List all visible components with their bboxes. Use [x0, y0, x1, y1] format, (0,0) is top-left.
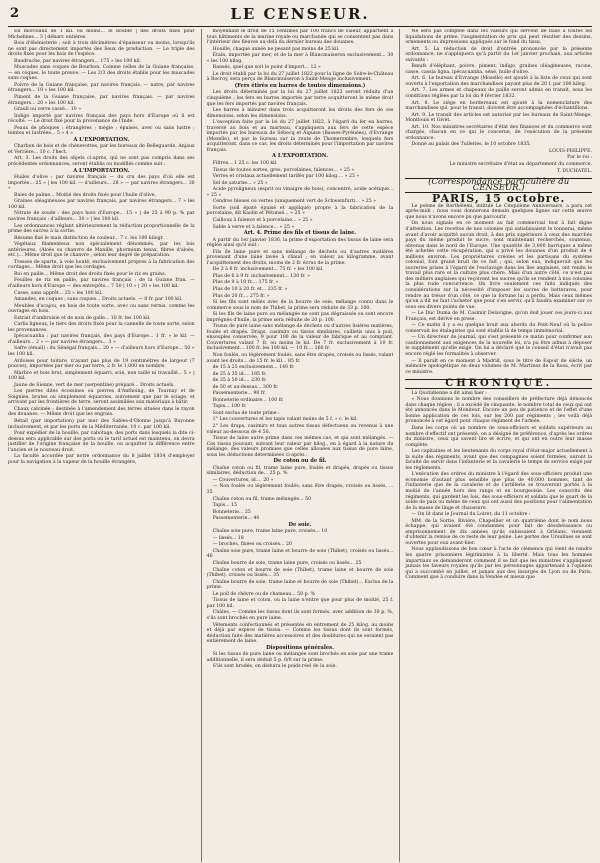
paragraph: Graull ou verre cassé... 10 »	[14, 107, 82, 113]
paragraph: Roi en paille... Même droit des droits fixés pour le riz en grains.	[14, 271, 167, 277]
paragraph: Sable à verre et à faïence... » 25 »	[212, 224, 295, 230]
paragraph: Plus de 9 à 10 fr.... 175 fr. »	[212, 280, 279, 286]
paragraph: Sel de saturne... » 25 »	[212, 180, 268, 186]
paragraph: Graines oléagineuses par navires français, par navires étrangers... 7 » les 100 kil.	[8, 199, 195, 210]
paragraph: Acide pyroligneux (esprit ou vinaigre de bois), concentré, acide acétique... » 25 »	[206, 187, 394, 198]
paragraph: Les ordonnances réglant ultérieurement la réduction proportionnelle de la prime des sucres à la sortie.	[8, 223, 195, 235]
paragraph: Safre (émail) : du Sénégal français... 20 » — d'ailleurs hors d'Europe... 50 » les 100 kil.	[8, 346, 195, 357]
paragraph: Sorte (soil épaté épuisé et appliqué) propre à la fabrication de la porcelaine, dit Kaolin et Pétunsé... » 25 »	[206, 205, 394, 217]
paragraph: Si les tissus de pure laine ou mélangée sont brochés en soie par une trame additionnelle, il sera déduit 5 p. 0/0 sur la prime.	[206, 652, 394, 663]
paragraph: Chaîne soie pure, trame laine pure, croisés... 10	[212, 529, 328, 535]
paragraph: Végétaux filamenteux non spécialement dénommés, par les lois antérieures. (Aloès ou chanvre de Manille, phormium tenax, fibres d'aloès, etc.)... Même droit que le chanvre ; selon leur degré de préparation.	[8, 242, 195, 259]
paragraph: — Couvertures, id.... 20 »	[212, 477, 274, 483]
paragraph: Art. 4. Prime des fils et tissus de laine.	[243, 230, 357, 237]
paragraph: Ransés, quel que soit le point d'import... 12 »	[212, 65, 321, 71]
paragraph: Tapis... 100 fr.	[212, 404, 247, 410]
paragraph: Plus de 10 à 20 fr. et... 235 fr. »	[212, 286, 288, 292]
paragraph: Tissus de toutes sortes, gros, porcelaines, faïences... » 25 »	[212, 167, 355, 173]
paragraph: Piment de la Guiane française, par navires français. — par navires étrangers... 20 » les 100 kil.	[8, 95, 195, 106]
paris-dateline: PARIS, 15 octobre.	[431, 192, 566, 206]
paragraph: — Un directeur de journal, qui s'est présenté ce matin pour confirmer son cautionnement aux exigences de la nouvelle loi, n'a pu être admis à déposer le supplément qu'elle exige. On lui a déclaré que le conseil d'état n'avait pas encore réglé les formalités à observer.	[405, 335, 592, 357]
paragraph: Ardoises pour toiture, n'ayant pas plus de 19 centimètres de largeur (7 pouces), importées par mer ou par terre, 2 fr. le 1,000 en nombre.	[8, 358, 195, 370]
signature-line: LOUIS-PHILIPPE.	[549, 148, 592, 154]
paragraph: « Nous donnions le nombre des conseillers de préfecture déjà dénoncés dans chaque région ; il a excédé de cinquante, le nombre total de ceux qui ont été annoncés dans le Moniteur. Encore un peu de patience et de l'effet d'une bonne application de ces lois, sur les 200 par régiments ; les voilà déjà prononcés à cet égard pour chaque régiment de l'armée.	[405, 397, 592, 425]
paragraph: de 50 et au-dessus... 300 fr.	[212, 384, 279, 390]
paragraph: Les droits déterminés par la loi du 27 juillet 1822 seront réduits d'un cinquième ; les fers en barres importés par terre acquitteront le même droit que les fers importés par navires français.	[206, 90, 394, 107]
paragraph: Carlis ligneux, le tiers des droits fixés pour la cannelle de toute sorte, selon les provenances.	[8, 322, 195, 333]
paragraph: Ne sera pas comptée dans les valeurs qui servent de base à toutes les liquidations de prime, l'augmentation de prix qui peut résulter des dessins, ornements ou impressions appliqués sur le fond du tissu.	[405, 29, 592, 46]
paragraph: De 2 à 6 fr. inclusivement... 75 fr. » les 100 kil.	[212, 267, 324, 273]
paragraph: Les barres à minurer dans trois acquitteront les droits des fers de ces dimensions, selon les dimensions.	[206, 108, 394, 119]
paragraph: 1° Les couvertures et les tapis valant moins de 5 f. » c. le kil.	[212, 417, 358, 423]
paragraph: Le poil de chèvre ou de chameau... 50 p. %	[212, 591, 316, 597]
paragraph: Non foulés, ou légèrement foulés, sans être drapés, croisés ou lissés, valant avant les droits... de 15 fr. le kil... 85 fr.	[206, 352, 394, 364]
paragraph: Tissus de pure laine sans mélange de déchets ou d'autres lisières matières, foulés et drapés. Draps, casimirs ou tissus similaires, cailletis unis à poil, ensouples conservée, 9 pour 100 de la valeur de fabrique et au comptant. Couvertures valant 7 fr. ou moins le kil. De 7 fr. exclusivement à 10 fr. inclusivement... 100 fr. les 100 kil. — 10 fr.... 160 fr.	[206, 324, 394, 352]
paragraph: Dispositions générales.	[266, 644, 334, 651]
paragraph: Résume fixé le mais distinction de couleur... 7 c. les 100 kilogr.	[14, 235, 164, 241]
paragraph: Feuilles de riz en paille, par navires français : de la Guiane fran. — d'ailleurs hors d'Europe — des entrepôts... 7 50 | 10 » | 20 » les 100 kil.	[8, 278, 195, 289]
paragraph: L'exception faite par la loi du 27 juillet 1822, à l'égard du fer en barres, traversé au bois et au marteau, s'appliquera aux fers de cette espèce importés par les bureaux de Sébecq et Aiguise (Basses-Pyrénées), d'Evrange (Moselle), et par le bureau sur la route de Thomerombre, lesquels fers acquitteront, dans ce cas, les droits déterminés pour l'importation par navires français.	[206, 120, 394, 153]
paragraph: Si les fils sont mêlés avec de la bourre de soie, mélange connu dans le commerce sous le nom de Thibet, la prime sera réduite de 33 p. 100.	[206, 300, 394, 311]
paragraph: Si les fils de laine pure ou mélangée ne sont pas dégraissés ou sont encore imprégnés d'huile, la prime sera réduite de 20 p. 100.	[206, 312, 394, 323]
column-3	[399, 29, 592, 862]
paragraph: La Quotidienne a dit ainsi hier :	[411, 390, 487, 396]
paragraph: Chaîne bourre de soie, trame laine pure, croisés ou lissés... 25	[212, 561, 362, 567]
paragraph: Art. 6. Le bureau d'Evrange (Moselle) est ajouté à la liste de ceux qui sont ouverts à l'exportation des marchandises payant plus de 20 f. par 100 kilog.	[405, 76, 592, 87]
paragraph: Tresses de sparte, à voie bouté, exclusivement propres à la fabrication des cordages... Même droit que les cordages.	[8, 259, 195, 271]
signature-block	[405, 149, 592, 174]
paragraph: Bœufs d'éléphant, poivre, piment, indigo, graines oléagineuses, racine, casse, cassia ligna, ipécacuanha, séné, huile d'olive.	[405, 64, 592, 75]
chronique-heading: CHRONIQUE.	[405, 379, 592, 389]
paragraph: Jaune de Sienne, vert de mer (serpentine) préparé... Droits actuels.	[14, 382, 175, 388]
paragraph: Art. 10. Nos ministres secrétaires d'état des finances et du commerce sont chargés, chacun en ce qui le concerne, de l'exécution de la présente ordonnance.	[405, 124, 592, 141]
paragraph: Huiles d'olive : par navires français — du cru des pays d'où elle est importée... 25 » | les 100 kil. — d'ailleurs... 28 » — par navires étrangers... 30 »	[8, 175, 195, 192]
paragraph: Plus de 6 à 9 fr. inclusivement... 130 fr. »	[212, 273, 310, 279]
paragraph: A L'EXPORTATION.	[73, 136, 130, 143]
paragraph: Art. 5. La réduction de droit d'entrée prononcée par la présente ordonnance, ne s'appliquera qu'à partir du 1er janvier prochain, aux articles suivants :	[405, 46, 592, 63]
paragraph: de 35 à 50 id.... 230 fr.	[212, 378, 267, 384]
paragraph: Chaîne bourre de soie, trame laine et bourre de soie (Thibet)... Exclus de la prime.	[206, 579, 394, 591]
paragraph: L'exécution des ordres du ministre à l'égard des sous-officiers produit une économie d'autant plus sensible que plus de 40,000 hommes, tant de l'infanterie que de la cavalerie et de l'artillerie se trouveront portés à la moitié de l'année hors des rangs et en bourgeoisie. Les conscrits des régiments, qui gardent les lois, des sous-officiers et soldats que le quart de la solde de paix ou même de ceux qui ont aussi des positions pour l'alimentation de la masse de linge et chaussure.	[405, 472, 592, 511]
paragraph: Tissus de laine autre prime dans ces mêmes cas, et qui sont mélangés. — Ces tissus pouvant, suivant leur valeur par kilog., en à égard à la nature du mélange, des valeurs promues que celles allouées aux tissus de pure laine, sous les déductions déterminées ci-après :	[206, 436, 394, 458]
signature-line: Le ministre secrétaire d'état au département du commerce,	[449, 162, 592, 168]
paragraph: S'ils sont brodés, on déduira le poids réel de la soie.	[212, 664, 337, 670]
column-1	[8, 29, 195, 862]
paragraph: Cailloux à faïence et à porcelaine... » 25 »	[212, 217, 313, 223]
paragraph: La faculté accordée par notre ordonnance du 8 juillet 1834 d'employer pour la navigation à la vapeur de la houille étrangère,	[8, 454, 195, 465]
paragraph: Plus de 20 fr.... 275 fr. »	[212, 293, 270, 299]
paragraph: En morceaux de 1 kil. ou moins... le double | des droits fixés pour Michelines... 3 | débarr. entières.	[8, 29, 195, 40]
paragraph: de 15 à 25 exclusivement... 140 fr.	[212, 365, 295, 371]
paragraph: Muscades sans coques de Bourbon. Comme celles de la Guiane française. — en coques, le toute preuve. — Les 2/3 des droits établis pour les muscades sans coques.	[8, 65, 195, 82]
paragraph: moyennant le droit de 15 centimes par 100 francs de valeur, appartient à tous bâtiments de la marine royale ou marchande qui se consentent pas dans l'intérieur des fleuves au-delà du dernier bureau des douanes.	[206, 29, 394, 46]
paragraph: MM. de la Sortie, Rivière, Chapellier et un quatrième dont le nom nous échappe, qui avaient été condamnés pour fait de désobéissance ou emprisonnement de dix années qu'ils subissaient à Orléans, viennent d'obtenir la remise de ce reste de leur peine. Les portes des Ursulines se sont ouvertes pour eux avant-hier.	[405, 518, 592, 546]
paragraph: Chaux calcinée ; destinée à l'amendement des terres situées dans le rayon des douanes. — Même droit que les engrais.	[8, 406, 195, 418]
ordinance-end	[405, 29, 592, 148]
paragraph: Baudruche, par navires étrangers... 175 » les 100 kil.	[14, 58, 142, 64]
masthead	[8, 4, 592, 27]
paragraph: Châles. — Comme les tissus dont ils sont formés, avec addition de 30 p. %, s'ils sont brochés en pure laine.	[206, 610, 394, 621]
paragraph: A L'IMPORTATION.	[73, 167, 130, 174]
paragraph: Les capitaines et les lieutenants du corps royal d'état-major actuellement à la suite des régiments, avant que des compagnies soient formées, auront la faculté de servir dans l'infanterie et la cavalerie le temps de service exigé par les règlements.	[405, 449, 592, 471]
paragraph: Vêtements confectionnés et présentés en entrement de 25 kilog. au moins et déjà par espèce de tissus. — Comme les tissus dont ils sont formés, déduction faite des matières accessoires et des doublures qui ne seraient pas entièrement de laine.	[206, 622, 394, 645]
signature-line: Par le roi :	[567, 155, 592, 161]
paragraph: Nitrate de soude : des pays hors d'Europe... 15 » | de 25 à 90 p. % par navires français ; d'ailleurs... 30 » | les 100 kil.	[8, 211, 195, 222]
paragraph: Bois d'ébénisterie ; soit à trois décimètres d'épaisseur ou moins, lorsqu'ils ne sont pas directement importés des lieux de production. — Le triple des droits fixés pour les bois de l'espèce.	[8, 41, 195, 58]
paragraph: Amandes, en coques ; sans coques... Droits actuels. — 8 fr. par 100 kil.	[14, 297, 183, 303]
paragraph: De soie.	[288, 521, 312, 528]
paragraph: Fils de laine pure et sans mélange de déchets ou d'autres matières provenant d'une laine lavée à chaud ; en valeur au kilogramme, avant l'acquittement des droits, moins de 2 fr. écrus de la prime.	[206, 249, 394, 266]
paragraph: — Le Duc Duma de M. Casimir Delavigne, qu'on doit jouer ces jours-ci aux Français, est dérivé en prose.	[405, 311, 592, 322]
paragraph: Casse, sans apprêt... 25 » les 100 kil.	[14, 290, 103, 296]
paragraph: Les pierres dites écossines ou pierres d'Anthoing, de Tournay et de Soignies, brutes ou simplement équarries, autrement que par le sciage, et arrivant par les frontières de terre, seront assimilées aux matériaux à bâtir.	[8, 389, 195, 406]
paragraph: De coton ou de fil.	[273, 458, 327, 465]
paragraph: A L'EXPORTATION.	[271, 153, 329, 160]
paragraph: — Ce matin il y a eu quelque bruit aux abords du Pont-Neuf où la police conservait les étalagistes qui sont établis là de temps immémorial.	[405, 323, 592, 334]
paragraph: Meubles d'acajou, en bois de toute sorte, avec ou sans vernis, comme les ouvrages en bois.	[8, 303, 195, 315]
paragraph: Cendres bleues ou vertes (uniquement vert de Schweinfurt)... » 25 »	[212, 199, 377, 205]
paragraph: Sont exclus de toute prime :	[212, 410, 280, 416]
paragraph: Art. 8. Le siège en bordereaux est ajouté à la nomenclature des marchandises qui, pour le transit, doivent être accompagnées d'échantillons.	[405, 100, 592, 112]
paragraph: Passementerie... 40	[212, 516, 260, 522]
paragraph: Chaîne soie pure, trame laine et bourre de soie (Thibet), croisés ou lissés... 40	[206, 548, 394, 560]
correspondence-heading: (Correspondance particulière du CENSEUR.)	[405, 178, 592, 193]
paragraph: Art. 9. Le transit des articles est autorisé par les bureaux de Saint-Menge, Montlouis et Givet.	[405, 112, 592, 124]
paragraph: — brochés, fixées ou croisés... 20	[212, 542, 292, 548]
paragraph: Tissus de laine et coton, où la laine n'entre que pour plus de moitié, 25 f. par 100 kil.	[206, 598, 394, 609]
paragraph: Nous applaudissons de bon cœur à l'acte de clémence qui vient de rendre les quatre prisonniers légitimistes à la liberté. Mais tous les hommes impartiaux se demanderont comment il se fait que les ministres s'appliquent jamais les faveurs royales qu'ils par les personnages appartenant à l'opinion qui a succombé en juillet, et jamais aux des insurgés de Lyon ou de Paris. Comment que à conduire dans la Vendée et mieux que	[405, 547, 592, 581]
column-2	[201, 29, 394, 862]
paris-news	[405, 204, 592, 375]
paragraph: Ipécacuanha : par navires français, des pays d'Europe... 1 fr. » le kil. — d'ailleurs... 2 » — par navires étrangers... 3 »	[8, 334, 195, 345]
paragraph: Pour expédier de la houille, par cabotage, des ports dans lesquels la dite ci-dessus sera applicable sur des ports où le tarif actuel est maintenu, on devra justifier de l'origine française de la houille, ou acquitter la différence entre l'ancien et le nouveau droit.	[8, 431, 195, 453]
paragraph: Donné au palais des Tuileries, le 10 octobre 1835.	[411, 142, 531, 148]
paragraph: Chaîne coton ou fil, trame mélangée... 50	[212, 496, 312, 502]
paragraph: Peaux de phoques : étrangères ; mégie ; épuises, avec ou sans lustre ; teintes et lustrées... 5 » 4 »	[8, 125, 195, 137]
paragraph: — Non foulés ou légèrement foulés, sans être drapés, croisés ou lissés, ... 35	[206, 484, 394, 496]
paragraph: — On lit dans le Journal du Loiret, du 11 octobre :	[411, 512, 531, 518]
chronique-news	[405, 391, 592, 581]
signature-line: T. DUCHATEL.	[556, 168, 592, 174]
paragraph: Chaîne coton et bourre de soie (Thibet), trame laine et bourre de soie (Thibet), croisés ou lissés... 35	[206, 567, 394, 579]
paragraph: Marbre et bois brut, simplement équarri, scié, non taillé ni travaillé... 5 » | 100 kil.	[8, 370, 195, 382]
paragraph: Houille, chaque année ne pesant pas moins de 25 kil.	[212, 46, 340, 52]
page-number: 2	[10, 6, 20, 21]
newspaper-title: LE CENSEUR.	[230, 5, 370, 23]
paragraph: Passementerie... 90 fr.	[212, 391, 266, 397]
paragraph: Le droit établi par la loi du 27 juillet 1822 pour la ligne de Solre-le-Château à Rocroy, sera perçu de Blancmuiseron à Saint-Menge inclusivement.	[206, 71, 394, 83]
paragraph: Verres et cristaux actuellement tarifés par 100 kilog.... » 25 »	[212, 174, 360, 180]
paragraph: Dans les corps où un nombre de sous-officiers et soldats supérieurs au nombre d'effectif ont présenté, on a désigné de préférence, d'après les ordres du ministre, ceux qui savent lire et écrire, et qui ont en outre leur masse complète.	[405, 426, 592, 448]
paragraph: Bétail (par importation) par mer des Sables-d'Olonne jusqu'à Bayonne inclusivement, et par les ports de la Méditerranée, 10 c. par 100 kil.	[8, 419, 195, 430]
paragraph: Baies de palme... Moitié des droits fixés pour l'huile d'olive.	[14, 192, 157, 198]
paragraph: Poivre de la Guiane française, par navires français. — natre, par navires étrangers... 10 » les 100 kil.	[8, 82, 195, 94]
paragraph: Art. 7. Les armes et chapeaux de paille seront admis en transit, sous les conditions réglées par la loi du 9 février 1832.	[405, 88, 592, 100]
paragraph: — lissés... 18	[212, 535, 244, 541]
paragraph: Étain, importée par mer, et de la mer à Blancmuiseron exclusivement... 30 » les 100 kilog.	[206, 53, 394, 64]
paragraph: de 25 à 35 id.... 185 fr.	[212, 371, 267, 377]
paragraph: A partir du 1er janvier 1836, la prime d'exportation des tissus de laine sera réglée ainsi qu'il suit :	[206, 237, 394, 249]
paragraph: Tapis... 15	[212, 503, 238, 509]
paragraph: (Fers étirés en barres de toutes dimensions.)	[234, 82, 366, 89]
paragraph: Charbon de bois et de chènevottes, par les bureaux de Belleguarde, Anjaux et Verrière... 10 c. l'hect.	[8, 144, 195, 155]
paragraph: — Il paraît en ce moment à Madrid, sous le titre de Espoir de siècle, un mémoire apologétique en deux volumes de M. Martinez de la Rosa, écrit par ce ministre.	[405, 358, 592, 375]
paragraph: Le poème de Barthélemi, intitulé Le Cinquième Anniversaire, a paru cet après-midi ; nous vous donnerons demain quelques lignes sur cette œuvre que nous n'avons encore pu que parcourir.	[405, 203, 592, 220]
paragraph: Bonneterie... 25	[212, 509, 251, 515]
paragraph: Filtres... 1 25 c. les 100 kil.	[212, 161, 278, 167]
paragraph: On nous signale en ce moment au fait commercial tout à fait digne d'attention. Les recettes de nos colonies qui satisfaisaient le tonnerai, même avant d'avoir acquitté aucun droit, à des prix supérieurs à ceux des marchés pays du même produit le sucre, sont maintenant recherchés, soutenus, obtenus dans le nord de l'Europe. Une quantité de 3,000 barriques a même été achetée cette récupération, qui a privé les douanes d'un produit de 4 millions environ. Les propriétaires créoles et les partisans du système colonial, font grand bruit de ce fait ; qui, selon eux, indiquerait que les sucreries prises à l'égard de l'esclavage dans les îles anglaises, ont rendu le travail plus rare et la culture plus chère. Mais d'un autre côté, ce n'est pas des milliers anglaises qui reçoivent les sucres qu'ils se rendent à nos colonies la plus rude concurrence. On livre seulement ces faits indiqués des considérations sur la nécessité d'imposer les sucres de betteraves, pour rendre au trésor d'un côté, ce que la fortune lui a perdu. Mais ceux mêmes qu'on a dit ne faut l'acheter que pour s'en servir, qu'il faudra examiner sur ce sous ses divers points de vue.	[405, 221, 592, 310]
paragraph: Chaîne coton ou fil, trame laine pure, foulés et drapés, drapés ou tissus similaires, déduction de... 25 p. %	[206, 465, 394, 477]
paragraph: 2° Les draps, casimirs et tous autres tissus défectueux ou revenus à une valeur au-dessous de 4 50.	[206, 424, 394, 435]
paragraph: Indigo importé par navires français des pays hors d'Europe où il est récolté. — Le droit fixé pour la provenance de l'Inde.	[8, 113, 195, 125]
paragraph: Extrait d'ambroisie et de noix de galle... 10 fr. les 100 kil.	[14, 315, 151, 321]
paragraph: Bonneterie ordinaire... 100 fr.	[212, 397, 284, 403]
paragraph: Art. 3. Les droits des objets ci-après, qui ne sont pas compris dans ses précédentes ordonnances, seront établis ou modifiés comme suit :	[8, 156, 195, 168]
columns	[8, 29, 592, 862]
